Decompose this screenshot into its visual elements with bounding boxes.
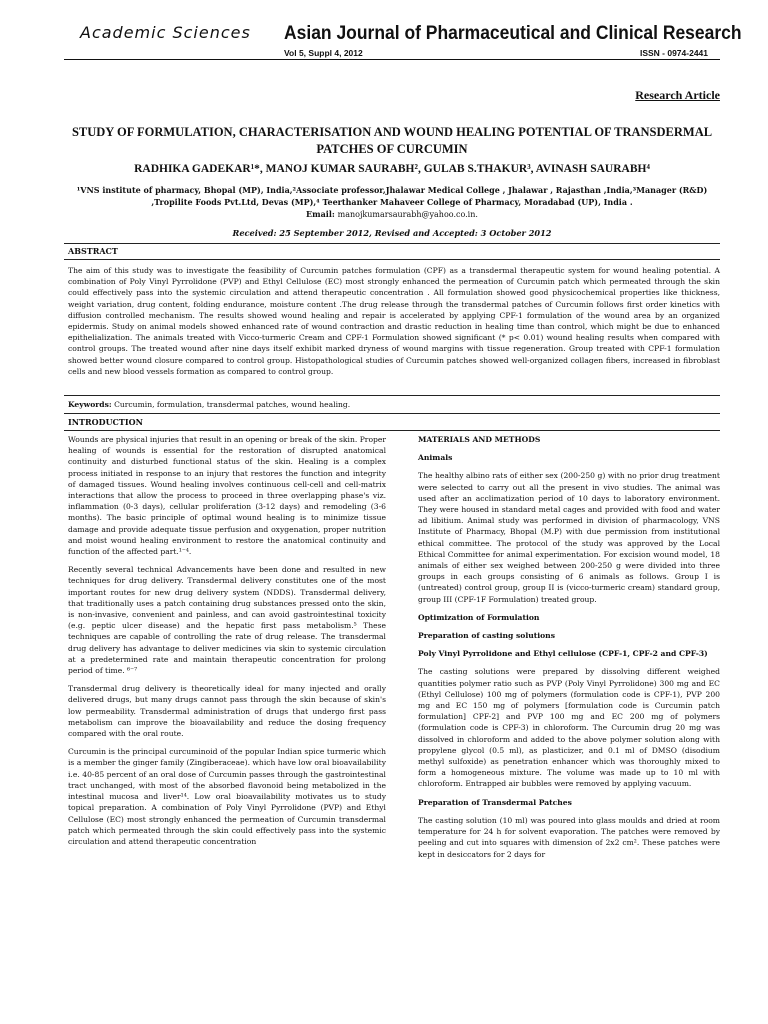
patches-heading: Preparation of Transdermal Patches [418, 797, 572, 807]
keywords [68, 399, 720, 410]
divider [64, 243, 720, 244]
email-label: Email: [306, 209, 335, 219]
pvp-heading: Poly Vinyl Pyrrolidone and Ethyl cellulose (CPF-1, CPF-2 and CPF-3) [418, 649, 708, 659]
divider [64, 413, 720, 414]
introduction-heading: INTRODUCTION [68, 417, 143, 427]
header-divider [64, 59, 720, 60]
intro-paragraph: Transdermal drug delivery is theoretically ideal for many injected and orally delivered drugs, but many drugs cannot pass through the skin because of skin's low permeability. Transdermal administration of drugs that undergo first pass metabolism can improve the bioavailability and reduce the dosing frequency compared with the oral route. [68, 684, 386, 739]
received-dates: Received: 25 September 2012, Revised and Accepted: 3 October 2012 [232, 228, 552, 238]
article-type: Research Article [635, 88, 720, 102]
abstract-heading: ABSTRACT [68, 246, 118, 256]
keywords-text: Curcumin, formulation, transdermal patches, wound healing. [114, 400, 351, 409]
casting-heading: Preparation of casting solutions [418, 631, 555, 641]
divider [64, 430, 720, 431]
journal-title: Asian Journal of Pharmaceutical and Clinical Research [284, 23, 742, 44]
volume-info: Vol 5, Suppl 4, 2012 [284, 48, 363, 58]
abstract-text: The aim of this study was to investigate the feasibility of Curcumin patches formulation (CPF) as a transdermal therapeutic system for wound healing potential. A combination of Poly Vinyl Pyrrolidone (PVP) and Ethyl Cellulose (EC) most strongly enhanced the permeation of Curcumin patch which permeated through the skin could effectively pass into the systemic circulation and attend therapeutic concentration . All formulation showed good physicochemical properties like thickness, weight variation, drug content, folding endurance, moisture content .The drug release through the transdermal patches of Curcumin follows first order kinetics with diffusion controlled mechanism. The results showed wound healing and repair is accelerated by applying CPF-1 formulation of the wound area by an organized epidermis. Study on animal models showed enhanced rate of wound contraction and drastic reduction in healing time than control, which might be due to enhanced epithelialization. The animals treated with Vicco-turmeric Cream and CPF-1 Formulation showed significant (* p< 0.01) wound healing results when compared with control groups. The treated wound after nine days itself exhibit marked dryness of wound margins with tissue regeneration. Group treated with CPF-1 formulation showed better wound closure compared to control group. Histopathological studies of Curcumin patches showed well-organized collagen fibers, increased in fibroblast cells and new blood vessels formation as compared to control group. [68, 266, 720, 376]
methods-heading: MATERIALS AND METHODS [418, 435, 541, 444]
email-link[interactable]: manojkumarsaurabh@yahoo.co.in. [337, 210, 478, 219]
divider [64, 395, 720, 396]
affiliation-text: ¹VNS institute of pharmacy, Bhopal (MP), India,²Associate professor,Jhalawar Medical College , Jhalawar , Rajasthan ,India,³Manager (R&D) ,Tropilite Foods Pvt.Ltd, Devas (MP),⁴ Teerthanker Mahaveer College of Pharmacy, Moradabad (UP), India . [76, 185, 708, 207]
divider [64, 259, 720, 260]
methods-body [418, 434, 720, 867]
animals-heading: Animals [418, 453, 453, 463]
email-line [64, 208, 720, 221]
optimization-heading: Optimization of Formulation [418, 612, 540, 622]
keywords-label: Keywords: [68, 400, 112, 409]
intro-paragraph: Recently several technical Advancements have been done and resulted in new techniques for drug delivery. Transdermal delivery constitutes one of the most important routes for new drug delivery system (NDDS). Transdermal delivery, that traditionally uses a patch containing drug substances pressed onto the skin, is non-invasive, convenient and painless, and can avoid gastrointestinal toxicity (e.g. peptic ulcer disease) and the hepatic first pass metabolism.⁵ These techniques are capable of controlling the rate of drug release. The transdermal drug delivery has advantage to deliver medicines via skin to systemic circulation at a predetermined rate and maintain therapeutic concentration for prolong period of time. ⁶⁻⁷ [68, 565, 386, 676]
issn: ISSN - 0974-2441 [639, 48, 708, 58]
patches-text: The casting solution (10 ml) was poured into glass moulds and dried at room temperature for 24 h for solvent evaporation. The patches were removed by peeling and cut into squares with dimension of 2x2 cm². These patches were kept in desiccators for 2 days for [418, 815, 720, 859]
intro-paragraph: Curcumin is the principal curcuminoid of the popular Indian spice turmeric which is a member the ginger family (Zingiberaceae). which have low oral bioavailability i.e. 40-85 percent of an oral dose of Curcumin passes through the gastrointestinal tract unchanged, with most of the absorbed flavonoid being metabolized in the intestinal mucosa and liver¹⁴. Low oral bioavailability motivates us to study topical preparation. A combination of Poly Vinyl Pyrrolidone (PVP) and Ethyl Cellulose (EC) most strongly enhanced the permeation of Curcumin transdermal patch which permeated through the skin could effectively pass into the systemic circulation and attend therapeutic concentration [68, 747, 386, 846]
introduction-body [68, 434, 386, 854]
affiliations [64, 184, 720, 221]
intro-paragraph: Wounds are physical injuries that result in an opening or break of the skin. Proper healing of wounds is essential for the restoration of disrupted anatomical continuity and disturbed functional status of the skin. Healing is a complex process initiated in response to an injury that restores the function and integrity of damaged tissues. Wound healing involves continuous cell-cell and cell-matrix interactions that allow the process to proceed in three overlapping phase's viz. inflammation (0-3 days), cellular proliferation (3-12 days) and remodeling (3-6 months). The basic principle of optimal wound healing is to minimize tissue damage and provide adequate tissue perfusion and oxygenation, proper nutrition and moist wound healing environment to restore the anatomical continuity and function of the affected part.¹⁻⁴. [68, 435, 386, 557]
author-list: RADHIKA GADEKAR¹*, MANOJ KUMAR SAURABH², GULAB S.THAKUR³, AVINASH SAURABH⁴ [134, 163, 650, 175]
paper-title: STUDY OF FORMULATION, CHARACTERISATION AND WOUND HEALING POTENTIAL OF TRANSDERMAL PATCHES OF CURCUMIN [71, 125, 713, 156]
animals-text: The healthy albino rats of either sex (200-250 g) with no prior drug treatment were selected to carry out all the present in vivo studies. The animal was used after an acclimatization period of 10 days to laboratory environment. They were housed in standard metal cages and provided with food and water ad libitium. Animal study was performed in division of pharmacology, VNS Institute of Pharmacy, Bhopal (M.P) with due permission from institutional ethical committee. The protocol of the study was approved by the Local Ethical Committee for animal experimentation. For excision wound model, 18 animals of either sex weighed between 200-250 g were divided into three groups in each groups consisting of 6 animals as follows. Group I is (untreated) control group, group II is (vicco-turmeric cream) standard group, group III (CPF-1F Formulation) treated group. [418, 471, 720, 604]
pvp-text: The casting solutions were prepared by dissolving different weighed quantities polymer ratio such as PVP (Poly Vinyl Pyrrolidone) 300 mg and EC (Ethyl Cellulose) 100 mg of polymers (formulation code is CPF-1), PVP 200 mg and EC 150 mg of polymers [formulation code is Curcumin patch formulation] CPF-2] and PVP 100 mg and EC 200 mg of polymers (formulation code is CPF-3) in chloroform. The Curcumin drug 20 mg was dissolved in chloroform and added to the above polymer solution along with propylene glycol (0.5 ml), as plasticizer, and 0.1 ml of DMSO (disodium methyl sulfoxide) as penetration enhancer which was thoroughly mixed to form a homogeneous mixture. The volume was made up to 10 ml with chloroform. Entrapped air bubbles were removed by applying vacuum. [418, 667, 720, 789]
publisher-logo: Academic Sciences [80, 23, 251, 42]
